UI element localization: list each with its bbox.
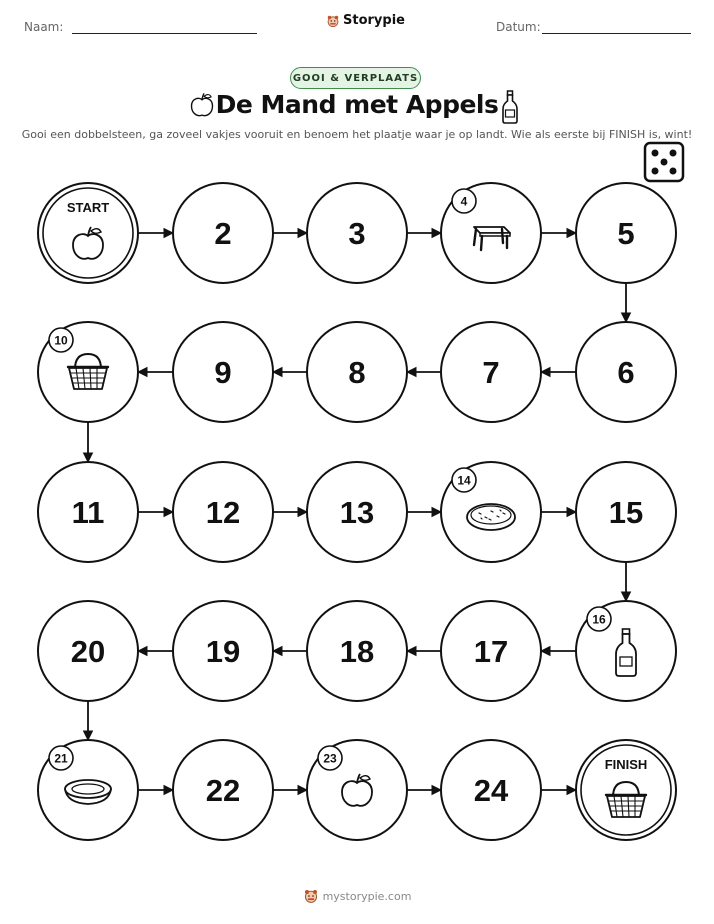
board-cell-17 <box>441 601 541 701</box>
cell-number: 19 <box>205 634 241 669</box>
game-type-badge: GOOI & VERPLAATS <box>290 67 421 89</box>
footer-url: mystorypie.com <box>322 889 412 903</box>
cell-number: 20 <box>70 634 106 669</box>
brand-name: Storypie <box>343 13 405 28</box>
cell-number: 9 <box>214 355 232 390</box>
board-cell-5 <box>576 183 676 283</box>
board-cell-start <box>38 183 138 283</box>
cell-number: 24 <box>473 773 509 808</box>
cell-number: 8 <box>348 355 366 390</box>
cell-number: 21 <box>54 751 68 766</box>
board-cell-12 <box>173 462 273 562</box>
board-cell-10 <box>38 322 138 422</box>
start-label: START <box>66 200 110 215</box>
board-cell-6 <box>576 322 676 422</box>
page-title: De Mand met Appels <box>215 90 499 119</box>
board-cell-9 <box>173 322 273 422</box>
board-cell-8 <box>307 322 407 422</box>
board-cell-21 <box>38 740 138 840</box>
footer <box>0 888 714 904</box>
board-cell-15 <box>576 462 676 562</box>
cell-number: 13 <box>339 495 375 530</box>
board-cell-24 <box>441 740 541 840</box>
cell-number: 5 <box>617 216 635 251</box>
cell-number: 14 <box>457 473 471 488</box>
board-cell-3 <box>307 183 407 283</box>
pie-icon <box>467 504 515 530</box>
board-cell-19 <box>173 601 273 701</box>
cell-number: 16 <box>592 612 606 627</box>
cell-number: 18 <box>339 634 375 669</box>
storypie-logo-icon <box>303 888 319 904</box>
board-cell-finish <box>576 740 676 840</box>
board-cell-16 <box>576 601 676 701</box>
date-label: Datum: <box>496 20 541 34</box>
cell-number: 12 <box>205 495 241 530</box>
cell-number: 10 <box>54 333 68 348</box>
board-cell-2 <box>173 183 273 283</box>
board-cell-7 <box>441 322 541 422</box>
instructions: Gooi een dobbelsteen, ga zoveel vakjes vooruit en benoem het plaatje waar je op landt. Wie als eerste bij FINISH is, wint! <box>21 128 693 141</box>
name-label: Naam: <box>24 20 64 34</box>
finish-label: FINISH <box>604 757 648 772</box>
cell-number: 11 <box>71 495 105 530</box>
board-cell-14 <box>441 462 541 562</box>
board-cell-11 <box>38 462 138 562</box>
cell-circle <box>576 740 676 840</box>
cell-number: 23 <box>323 751 337 766</box>
board-cell-20 <box>38 601 138 701</box>
cell-number: 7 <box>482 355 500 390</box>
board-cell-4 <box>441 183 541 283</box>
cell-number: 17 <box>473 634 509 669</box>
board-cell-13 <box>307 462 407 562</box>
cell-number: 6 <box>617 355 635 390</box>
board-cell-23 <box>307 740 407 840</box>
cell-number: 15 <box>608 495 644 530</box>
cell-number: 2 <box>214 216 232 251</box>
board-cell-18 <box>307 601 407 701</box>
cell-number: 22 <box>205 773 241 808</box>
board-cell-22 <box>173 740 273 840</box>
cell-number: 4 <box>460 194 468 209</box>
cell-number: 3 <box>348 216 366 251</box>
